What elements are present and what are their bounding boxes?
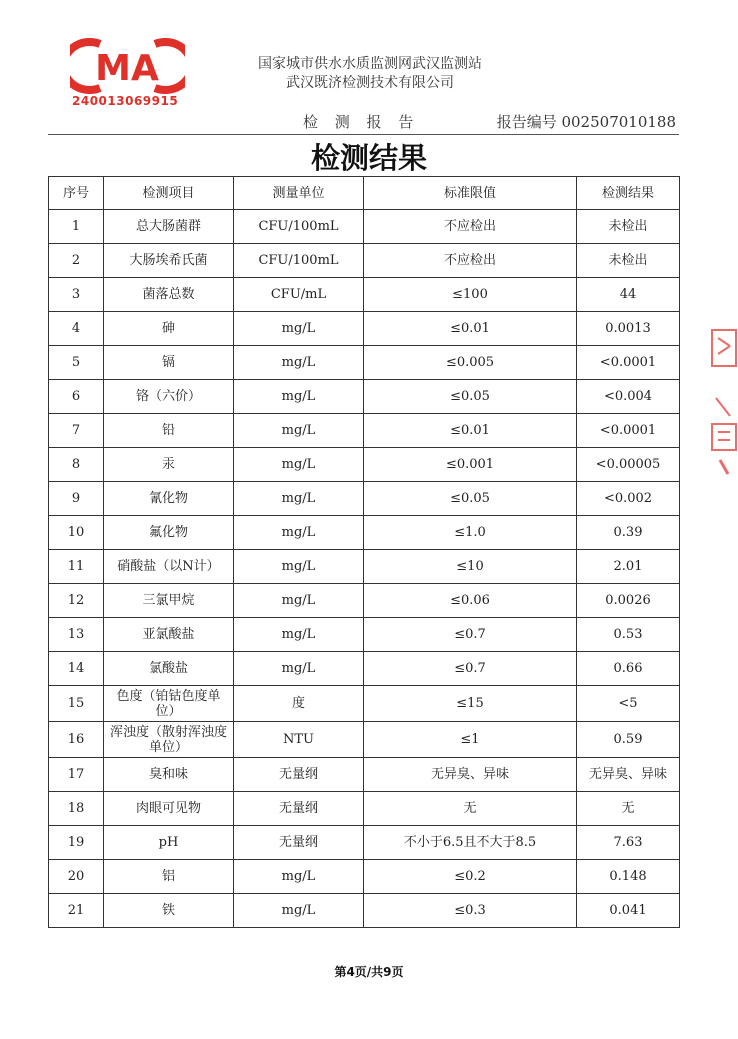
row-index: 8 bbox=[49, 448, 104, 482]
test-result: <0.0001 bbox=[577, 414, 680, 448]
test-item: 大肠埃希氏菌 bbox=[104, 244, 234, 278]
test-item: pH bbox=[104, 826, 234, 860]
logo-number: 240013069915 bbox=[72, 94, 179, 108]
column-header: 序号 bbox=[49, 177, 104, 210]
table-row bbox=[49, 722, 680, 758]
test-result: 0.0026 bbox=[577, 584, 680, 618]
test-item: 硝酸盐（以N计） bbox=[104, 550, 234, 584]
table-body bbox=[49, 210, 680, 928]
table-row bbox=[49, 210, 680, 244]
standard-limit: ≤0.7 bbox=[364, 618, 577, 652]
table-row bbox=[49, 482, 680, 516]
row-index: 15 bbox=[49, 686, 104, 722]
standard-limit: ≤0.01 bbox=[364, 312, 577, 346]
standard-limit: ≤0.01 bbox=[364, 414, 577, 448]
table-row bbox=[49, 380, 680, 414]
table-row bbox=[49, 584, 680, 618]
row-index: 6 bbox=[49, 380, 104, 414]
unit: mg/L bbox=[234, 618, 364, 652]
test-item: 汞 bbox=[104, 448, 234, 482]
unit: mg/L bbox=[234, 380, 364, 414]
unit: mg/L bbox=[234, 550, 364, 584]
table-row bbox=[49, 244, 680, 278]
unit: mg/L bbox=[234, 448, 364, 482]
row-index: 17 bbox=[49, 758, 104, 792]
column-header: 测量单位 bbox=[234, 177, 364, 210]
test-result: 0.39 bbox=[577, 516, 680, 550]
unit: 无量纲 bbox=[234, 792, 364, 826]
row-index: 18 bbox=[49, 792, 104, 826]
test-result: 7.63 bbox=[577, 826, 680, 860]
test-item: 砷 bbox=[104, 312, 234, 346]
row-index: 7 bbox=[49, 414, 104, 448]
row-index: 12 bbox=[49, 584, 104, 618]
table-row bbox=[49, 652, 680, 686]
unit: NTU bbox=[234, 722, 364, 758]
results-table bbox=[48, 176, 680, 928]
row-index: 16 bbox=[49, 722, 104, 758]
test-result: 0.041 bbox=[577, 894, 680, 928]
test-item: 色度（铂钴色度单位） bbox=[104, 686, 234, 722]
table-row bbox=[49, 758, 680, 792]
test-result: 未检出 bbox=[577, 210, 680, 244]
test-item: 亚氯酸盐 bbox=[104, 618, 234, 652]
unit: mg/L bbox=[234, 482, 364, 516]
table-row bbox=[49, 448, 680, 482]
table-row bbox=[49, 792, 680, 826]
red-stamp-fragment bbox=[708, 328, 738, 478]
test-item: 铝 bbox=[104, 860, 234, 894]
standard-limit: 不小于6.5且不大于8.5 bbox=[364, 826, 577, 860]
table-row bbox=[49, 894, 680, 928]
row-index: 13 bbox=[49, 618, 104, 652]
unit: 无量纲 bbox=[234, 826, 364, 860]
test-result: 0.53 bbox=[577, 618, 680, 652]
standard-limit: ≤0.06 bbox=[364, 584, 577, 618]
row-index: 19 bbox=[49, 826, 104, 860]
unit: 度 bbox=[234, 686, 364, 722]
table-row bbox=[49, 312, 680, 346]
test-item: 氯酸盐 bbox=[104, 652, 234, 686]
unit: mg/L bbox=[234, 312, 364, 346]
test-item: 菌落总数 bbox=[104, 278, 234, 312]
row-index: 9 bbox=[49, 482, 104, 516]
column-header: 标准限值 bbox=[364, 177, 577, 210]
standard-limit: 不应检出 bbox=[364, 244, 577, 278]
unit: mg/L bbox=[234, 860, 364, 894]
standard-limit: ≤0.3 bbox=[364, 894, 577, 928]
standard-limit: ≤1 bbox=[364, 722, 577, 758]
table-row bbox=[49, 278, 680, 312]
cma-logo-mark bbox=[70, 38, 185, 94]
unit: CFU/100mL bbox=[234, 244, 364, 278]
test-result: 0.0013 bbox=[577, 312, 680, 346]
standard-limit: ≤1.0 bbox=[364, 516, 577, 550]
test-result: <0.004 bbox=[577, 380, 680, 414]
standard-limit: 不应检出 bbox=[364, 210, 577, 244]
row-index: 5 bbox=[49, 346, 104, 380]
header-divider bbox=[48, 134, 679, 135]
test-item: 三氯甲烷 bbox=[104, 584, 234, 618]
unit: mg/L bbox=[234, 894, 364, 928]
unit: CFU/100mL bbox=[234, 210, 364, 244]
table-row bbox=[49, 550, 680, 584]
table-row bbox=[49, 860, 680, 894]
document-type: 检 测 报 告 bbox=[303, 113, 420, 131]
test-result: 44 bbox=[577, 278, 680, 312]
org-line-1: 国家城市供水水质监测网武汉监测站 bbox=[258, 56, 482, 72]
test-result: <0.0001 bbox=[577, 346, 680, 380]
unit: mg/L bbox=[234, 414, 364, 448]
unit: CFU/mL bbox=[234, 278, 364, 312]
standard-limit: ≤0.05 bbox=[364, 482, 577, 516]
standard-limit: ≤0.7 bbox=[364, 652, 577, 686]
table-row bbox=[49, 826, 680, 860]
test-item: 镉 bbox=[104, 346, 234, 380]
test-item: 臭和味 bbox=[104, 758, 234, 792]
test-item: 氟化物 bbox=[104, 516, 234, 550]
row-index: 10 bbox=[49, 516, 104, 550]
test-result: 0.66 bbox=[577, 652, 680, 686]
test-item: 浑浊度（散射浑浊度单位） bbox=[104, 722, 234, 758]
unit: mg/L bbox=[234, 584, 364, 618]
standard-limit: 无异臭、异味 bbox=[364, 758, 577, 792]
table-row bbox=[49, 618, 680, 652]
standard-limit: ≤0.001 bbox=[364, 448, 577, 482]
report-number: 报告编号 002507010188 bbox=[496, 113, 676, 131]
logo-text: MA bbox=[95, 48, 159, 89]
page-footer: 第4页/共9页 bbox=[334, 965, 404, 979]
org-line-2: 武汉既济检测技术有限公司 bbox=[286, 75, 454, 91]
test-result: 0.59 bbox=[577, 722, 680, 758]
standard-limit: ≤15 bbox=[364, 686, 577, 722]
unit: 无量纲 bbox=[234, 758, 364, 792]
test-result: <0.00005 bbox=[577, 448, 680, 482]
column-header: 检测项目 bbox=[104, 177, 234, 210]
test-result: <5 bbox=[577, 686, 680, 722]
test-item: 氰化物 bbox=[104, 482, 234, 516]
table-row bbox=[49, 414, 680, 448]
test-item: 铬（六价） bbox=[104, 380, 234, 414]
page-title: 检测结果 bbox=[310, 141, 427, 175]
test-result: 2.01 bbox=[577, 550, 680, 584]
row-index: 20 bbox=[49, 860, 104, 894]
row-index: 14 bbox=[49, 652, 104, 686]
row-index: 4 bbox=[49, 312, 104, 346]
standard-limit: ≤0.005 bbox=[364, 346, 577, 380]
standard-limit: 无 bbox=[364, 792, 577, 826]
organization bbox=[205, 55, 535, 93]
cma-logo bbox=[70, 38, 185, 113]
row-index: 2 bbox=[49, 244, 104, 278]
test-result: <0.002 bbox=[577, 482, 680, 516]
standard-limit: ≤10 bbox=[364, 550, 577, 584]
test-item: 总大肠菌群 bbox=[104, 210, 234, 244]
test-result: 无 bbox=[577, 792, 680, 826]
test-item: 肉眼可见物 bbox=[104, 792, 234, 826]
test-result: 0.148 bbox=[577, 860, 680, 894]
row-index: 1 bbox=[49, 210, 104, 244]
standard-limit: ≤100 bbox=[364, 278, 577, 312]
column-header: 检测结果 bbox=[577, 177, 680, 210]
test-result: 未检出 bbox=[577, 244, 680, 278]
test-item: 铁 bbox=[104, 894, 234, 928]
test-item: 铅 bbox=[104, 414, 234, 448]
standard-limit: ≤0.05 bbox=[364, 380, 577, 414]
test-result: 无异臭、异味 bbox=[577, 758, 680, 792]
standard-limit: ≤0.2 bbox=[364, 860, 577, 894]
unit: mg/L bbox=[234, 652, 364, 686]
row-index: 11 bbox=[49, 550, 104, 584]
table-row bbox=[49, 686, 680, 722]
table-row bbox=[49, 516, 680, 550]
table-row bbox=[49, 346, 680, 380]
unit: mg/L bbox=[234, 346, 364, 380]
row-index: 21 bbox=[49, 894, 104, 928]
table-header-row bbox=[49, 177, 680, 210]
row-index: 3 bbox=[49, 278, 104, 312]
unit: mg/L bbox=[234, 516, 364, 550]
